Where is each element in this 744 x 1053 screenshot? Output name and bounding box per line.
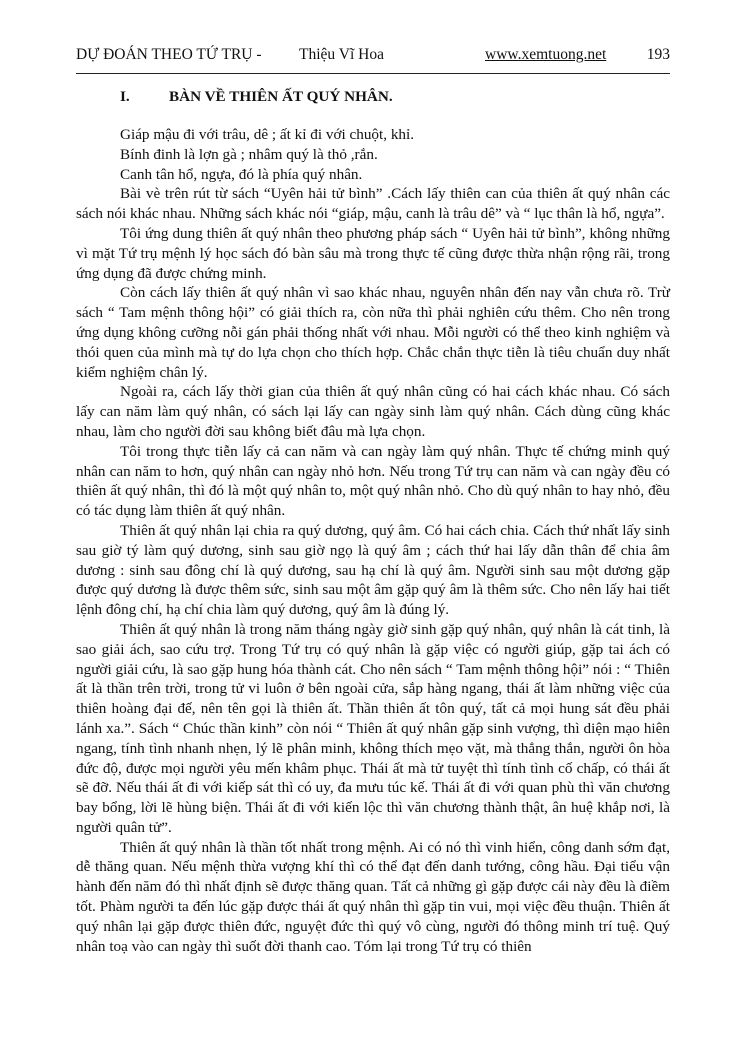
section-heading — [76, 87, 670, 107]
body-paragraph: Tôi trong thực tiễn lấy cả can năm và can ngày làm quý nhân. Thực tế chứng minh quý nhân can năm to hơn, quý nhân can ngày nhỏ hơn. Nếu trong Tứ trụ can năm và can ngày đều có thiên ất quý nhân, thì đó là một quý nhân to, một quý nhân nhỏ. Cho dù quý nhân to hay nhỏ, đều có tác dụng làm thiên ất quý nhân. — [76, 442, 670, 520]
body-paragraph: Tôi ứng dung thiên ất quý nhân theo phương pháp sách “ Uyên hải tử bình”, không những vì mặt Tứ trụ mệnh lý học sách đó bàn sâu mà trong thực tế cũng được thừa nhận rộng rãi, trong ứng dụng đã được chứng minh. — [76, 224, 670, 282]
section-title: BÀN VỀ THIÊN ẤT QUÝ NHÂN. — [169, 88, 393, 105]
body-paragraph: Bài vè trên rút từ sách “Uyên hải tử bình” .Cách lấy thiên can của thiên ất quý nhân các sách nói khác nhau. Những sách khác nói “giáp, mậu, canh là trâu dê” và “ lục thân là hổ, ngựa”. — [76, 185, 670, 223]
verse-line: Canh tân hổ, ngựa, đó là phía quý nhân. — [120, 165, 363, 183]
page-body — [76, 87, 670, 956]
verse-line: Giáp mậu đi với trâu, dê ; ất kỉ đi với chuột, khỉ. — [120, 126, 415, 143]
author-name: Thiệu Vĩ Hoa — [299, 46, 384, 63]
body-paragraph: Còn cách lấy thiên ất quý nhân vì sao khác nhau, nguyên nhân đến nay vẫn chưa rõ. Trừ sách “ Tam mệnh thông hội” có giải thích ra, còn nữa thì phải nghiên cứu thêm. Cho nên trong ứng dụng không cưỡng nỗi gán phải thống nhất với nhau. Mỗi người có thể theo kinh nghiệm và thói quen của mình mà tự do lựa chọn cho thích hợp. Chắc chắn thực tiễn là tiêu chuẩn duy nhất kiểm nghiệm chân lý. — [76, 284, 670, 381]
section-number: I. — [120, 88, 130, 105]
running-header — [76, 46, 670, 68]
body-paragraph: Thiên ất quý nhân là thần tốt nhất trong mệnh. Ai có nó thì vinh hiển, công danh sớm đạt, dễ thăng quan. Nếu mệnh thừa vượng khí thì có thể đạt đến danh tướng, công hầu. Đại tiểu vận hành đến năm đó thì nhất định sẽ được thăng quan. Tất cả những gì gặp được cái này đều là điềm tốt. Phàm người ta đến lúc gặp được thái ất quý nhân thì gặp tin vui, mọi việc đều thuận. Thiên ất quý nhân lại gặp được thiên đức, nguyệt đức thì quý vô cùng, người đó thông minh trí tuệ. Quý nhân toạ vào can ngày thì suốt đời thanh cao. Tóm lại trong Tứ trụ có thiên — [76, 838, 670, 955]
body-paragraph: Ngoài ra, cách lấy thời gian của thiên ất quý nhân cũng có hai cách khác nhau. Có sách lấy can năm làm quý nhân, có sách lại lấy can ngày sinh làm quý nhân. Cách dùng cũng khác nhau, làm cho người đời sau không biết đâu mà lựa chọn. — [76, 383, 670, 440]
website-link[interactable]: www.xemtuong.net — [485, 46, 607, 63]
page-number: 193 — [646, 46, 670, 63]
book-title: DỰ ĐOÁN THEO TỨ TRỤ - — [76, 46, 262, 63]
body-paragraph: Thiên ất quý nhân lại chia ra quý dương, quý âm. Có hai cách chia. Cách thứ nhất lấy sinh sau giờ tý làm quý dương, sinh sau giờ ngọ là quý âm ; cách thứ hai lấy dẫn thân để chia âm dương : sinh sau đông chí là quý dương, sau hạ chí là quý âm. Người sinh sau một dương gặp được quý dương là được thêm sức, sinh sau một âm gặp quý âm là thêm sức. Cho nên lấy hai tiết lệnh đông chí, hạ chí chia làm quý dương, quý âm là đúng lý. — [76, 521, 670, 619]
verse-line: Bính đinh là lợn gà ; nhâm quý là thỏ ,rắn. — [120, 145, 378, 163]
body-paragraph: Thiên ất quý nhân là trong năm tháng ngày giờ sinh gặp quý nhân, quý nhân là cát tinh, là sao giải ách, sao cứu trợ. Trong Tứ trụ có quý nhân là gặp việc có người giúp, gặp tai ách có người giải cứu, là sao gặp hung hóa thành cát. Cho nên sách “ Tam mệnh thông hội” nói : “ Thiên ất là thần trên trời, trong tử vi luôn ở bên ngoài cửa, sắp hàng ngang, thái ất làm những việc của thiên hoàng đại đế, nên tên gọi là thiên ất. Thần thiên ất tôn quý, tất cả mọi hung sát đều phải lánh xa.”. Sách “ Chúc thần kinh” còn nói “ Thiên ất quý nhân gặp sinh vượng, thì diện mạo hiên ngang, tính tình nhanh nhẹn, lý lẽ phân minh, không thích mẹo vặt, mà thẳng thắn, người ôn hòa đức độ, được mọi người yêu mến khâm phục. Thái ất mà tử tuyệt thì tính tình cố chấp, có thái ất sẽ đỡ. Nếu thái ất đi với kiếp sát thì có uy, đa mưu túc kế. Thái ất đi với quan phù thì văn chương bay bổng, lời lẽ hùng biện. Thái ất đi với kiến lộc thì văn chương thành thật, ân huệ khắp nơi, là người quân tử”. — [76, 620, 670, 836]
header-divider — [76, 73, 670, 74]
